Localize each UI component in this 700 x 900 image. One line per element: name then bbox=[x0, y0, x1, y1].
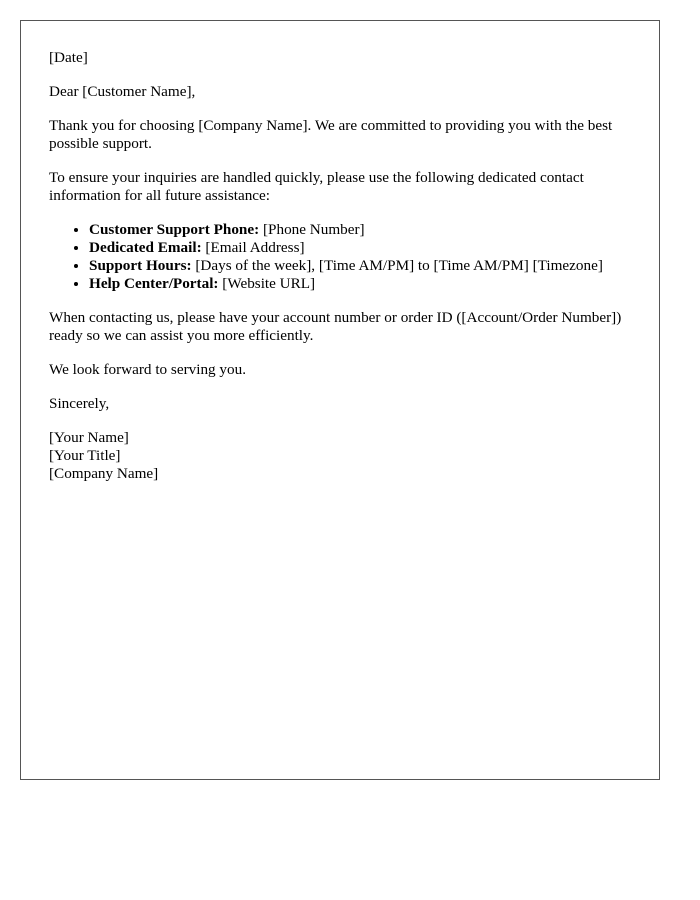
contact-value: [Phone Number] bbox=[259, 221, 365, 238]
contact-label: Dedicated Email: bbox=[89, 239, 202, 256]
contact-label: Support Hours: bbox=[89, 257, 192, 274]
contact-item-portal bbox=[89, 275, 631, 293]
signature-company: [Company Name] bbox=[49, 465, 159, 482]
valediction: Sincerely, bbox=[49, 395, 110, 412]
contact-label: Help Center/Portal: bbox=[89, 275, 219, 292]
signature-block bbox=[49, 429, 631, 483]
letter-date: [Date] bbox=[49, 49, 88, 66]
salutation: Dear [Customer Name], bbox=[49, 83, 196, 100]
contact-item-hours bbox=[89, 257, 631, 275]
signature-title: [Your Title] bbox=[49, 447, 121, 464]
contact-value: [Email Address] bbox=[201, 239, 305, 256]
instructions-paragraph: To ensure your inquiries are handled quickly, please use the following dedicated contact information for all future assistance: bbox=[49, 169, 584, 204]
contact-value: [Website URL] bbox=[218, 275, 316, 292]
contact-value: [Days of the week], [Time AM/PM] to [Time AM/PM] [Timezone] bbox=[191, 257, 603, 274]
intro-paragraph: Thank you for choosing [Company Name]. We are committed to providing you with the best possible support. bbox=[49, 117, 613, 152]
account-note-paragraph: When contacting us, please have your account number or order ID ([Account/Order Number]) ready so we can assist you more efficiently. bbox=[49, 309, 622, 344]
contact-item-phone bbox=[89, 221, 631, 239]
contact-list bbox=[49, 221, 631, 293]
letter-page bbox=[20, 20, 660, 780]
contact-item-email bbox=[89, 239, 631, 257]
contact-label: Customer Support Phone: bbox=[89, 221, 260, 238]
closing-line: We look forward to serving you. bbox=[49, 361, 247, 378]
signature-name: [Your Name] bbox=[49, 429, 129, 446]
